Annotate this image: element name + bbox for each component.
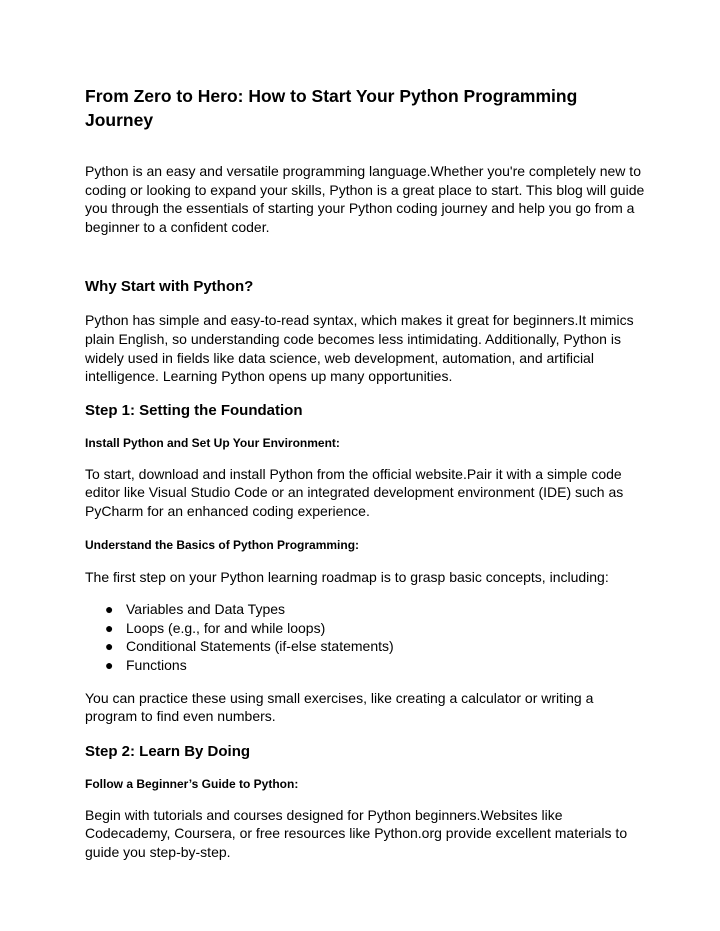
why-paragraph: Python has simple and easy-to-read syntax, which makes it great for beginners.It mimics plain English, so understanding code becomes less intimidating. Additionally, Python is widely used in fields like data science, web development, automation, and artificial intelligence. Learning Python opens up many opportunities. (85, 312, 634, 385)
document-page (85, 84, 645, 861)
why-heading: Why Start with Python? (85, 278, 254, 296)
practice-paragraph: You can practice these using small exercises, like creating a calculator or writing a program to find even numbers. (85, 689, 594, 725)
guide-subheading: Follow a Beginner’s Guide to Python: (85, 776, 299, 791)
basics-subheading: Understand the Basics of Python Programming: (85, 537, 360, 552)
step1-heading: Step 1: Setting the Foundation (85, 401, 303, 419)
document-title: From Zero to Hero: How to Start Your Python Programming Journey (85, 86, 578, 130)
bullet-icon: ● (105, 638, 114, 655)
list-item: ● Conditional Statements (if-else statements) (105, 638, 394, 655)
bullet-icon: ● (105, 656, 114, 673)
bullet-icon: ● (105, 619, 114, 636)
bullet-icon: ● (105, 601, 114, 618)
install-paragraph: To start, download and install Python from the official website.Pair it with a simple code editor like Visual Studio Code or an integrated development environment (IDE) such as PyCharm for an enhanced coding experience. (85, 465, 624, 519)
guide-paragraph: Begin with tutorials and courses designed for Python beginners.Websites like Codecademy, Coursera, or free resources like Python.org provide excellent materials to guide you step-by-step. (85, 806, 628, 860)
install-subheading: Install Python and Set Up Your Environment: (85, 435, 340, 450)
list-item: ● Variables and Data Types (105, 601, 286, 618)
step2-heading: Step 2: Learn By Doing (85, 742, 251, 760)
basics-paragraph: The first step on your Python learning roadmap is to grasp basic concepts, including: (85, 568, 609, 585)
list-item: ● Loops (e.g., for and while loops) (105, 619, 326, 636)
intro-paragraph: Python is an easy and versatile programming language.Whether you're completely new to coding or looking to expand your skills, Python is a great place to start. This blog will guide you through the essentials of starting your Python coding journey and help you go from a beginner to a confident coder. (85, 163, 645, 235)
list-item: ● Functions (105, 656, 187, 673)
concepts-list (85, 600, 645, 674)
